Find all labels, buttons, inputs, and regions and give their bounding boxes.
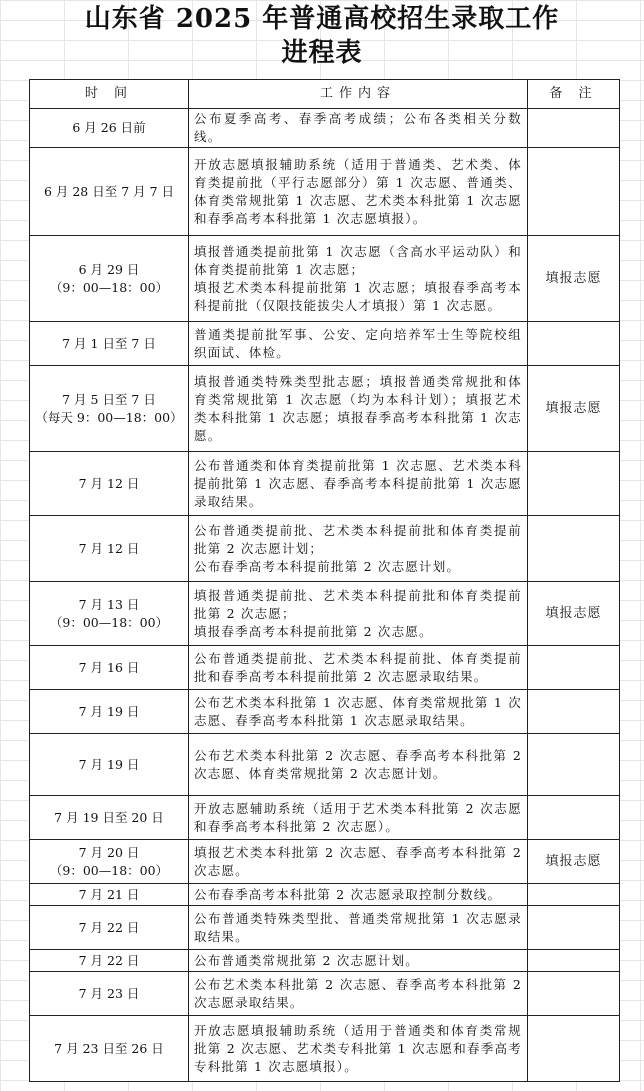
table-row <box>30 236 620 322</box>
content-cell: 公布普通类常规批第 2 次志愿计划。 <box>189 950 528 972</box>
page-title <box>0 2 644 70</box>
note-cell: 填报志愿 <box>528 840 620 884</box>
table-row <box>30 452 620 516</box>
date-cell: 7 月 22 日 <box>30 906 189 950</box>
table-row <box>30 972 620 1016</box>
date-cell: 6 月 29 日 （9：00—18：00） <box>30 236 189 322</box>
content-cell: 公布普通类和体育类提前批第 1 次志愿、艺术类本科提前批第 1 次志愿、春季高考本科提前批第 1 次志愿录取结果。 <box>189 452 528 516</box>
note-cell <box>528 906 620 950</box>
date-cell: 7 月 23 日 <box>30 972 189 1016</box>
date-cell: 7 月 19 日至 20 日 <box>30 796 189 840</box>
date-cell: 7 月 12 日 <box>30 516 189 582</box>
note-cell: 填报志愿 <box>528 366 620 452</box>
table-row <box>30 148 620 236</box>
note-cell <box>528 322 620 366</box>
table-row <box>30 109 620 148</box>
date-cell: 7 月 23 日至 26 日 <box>30 1016 189 1082</box>
content-cell: 公布艺术类本科批第 2 次志愿、春季高考本科批第 2 次志愿录取结果。 <box>189 972 528 1016</box>
date-cell: 7 月 13 日 （9：00—18：00） <box>30 582 189 646</box>
schedule-table <box>29 79 620 1082</box>
date-cell: 7 月 22 日 <box>30 950 189 972</box>
header-content: 工作内容 <box>189 80 528 109</box>
note-cell: 填报志愿 <box>528 236 620 322</box>
title-line-2: 进程表 <box>281 38 363 68</box>
date-cell: 7 月 21 日 <box>30 884 189 906</box>
content-cell: 填报普通类特殊类型批志愿；填报普通类常规批和体育类常规批第 1 次志愿（均为本科计划）；填报艺术类本科批第 1 次志愿；填报春季高考本科批第 1 次志愿。 <box>189 366 528 452</box>
content-cell: 公布艺术类本科批第 1 次志愿、体育类常规批第 1 次志愿、春季高考本科批第 1 次志愿录取结果。 <box>189 690 528 734</box>
table-row <box>30 1016 620 1082</box>
date-cell: 6 月 26 日前 <box>30 109 189 148</box>
note-cell <box>528 884 620 906</box>
table-row <box>30 322 620 366</box>
note-cell <box>528 646 620 690</box>
table-row <box>30 516 620 582</box>
table-row <box>30 646 620 690</box>
note-cell <box>528 452 620 516</box>
content-cell: 填报普通类提前批、艺术类本科提前批和体育类提前批第 2 次志愿； 填报春季高考本科提前批第 2 次志愿。 <box>189 582 528 646</box>
note-cell <box>528 734 620 796</box>
header-note: 备 注 <box>528 80 620 109</box>
note-cell <box>528 796 620 840</box>
note-cell <box>528 950 620 972</box>
table-row <box>30 950 620 972</box>
table-row <box>30 796 620 840</box>
content-cell: 开放志愿填报辅助系统（适用于普通类、艺术类、体育类提前批（平行志愿部分）第 1 次志愿、普通类、体育类常规批第 1 次志愿、艺术类本科批第 1 次志愿和春季高考本科批第 1 次志愿填报）。 <box>189 148 528 236</box>
content-cell: 公布普通类提前批、艺术类本科提前批和体育类提前批第 2 次志愿计划； 公布春季高考本科提前批第 2 次志愿计划。 <box>189 516 528 582</box>
content-cell: 普通类提前批军事、公安、定向培养军士生等院校组织面试、体检。 <box>189 322 528 366</box>
schedule-rows <box>30 109 620 1082</box>
table-row <box>30 734 620 796</box>
date-cell: 7 月 1 日至 7 日 <box>30 322 189 366</box>
content-cell: 公布夏季高考、春季高考成绩；公布各类相关分数线。 <box>189 109 528 148</box>
table-row <box>30 884 620 906</box>
note-cell: 填报志愿 <box>528 582 620 646</box>
note-cell <box>528 516 620 582</box>
table-row <box>30 366 620 452</box>
date-cell: 7 月 16 日 <box>30 646 189 690</box>
date-cell: 7 月 19 日 <box>30 690 189 734</box>
content-cell: 填报艺术类本科批第 2 次志愿、春季高考本科批第 2 次志愿。 <box>189 840 528 884</box>
date-cell: 7 月 20 日 （9：00—18：00） <box>30 840 189 884</box>
content-cell: 公布春季高考本科批第 2 次志愿录取控制分数线。 <box>189 884 528 906</box>
content-cell: 开放志愿填报辅助系统（适用于普通类和体育类常规批第 2 次志愿、艺术类专科批第 1 次志愿和春季高考专科批第 1 次志愿填报）。 <box>189 1016 528 1082</box>
note-cell <box>528 1016 620 1082</box>
content-cell: 公布普通类提前批、艺术类本科提前批、体育类提前批和春季高考本科提前批第 2 次志愿录取结果。 <box>189 646 528 690</box>
note-cell <box>528 690 620 734</box>
header-time: 时 间 <box>30 80 189 109</box>
table-row <box>30 690 620 734</box>
content-cell: 公布普通类特殊类型批、普通类常规批第 1 次志愿录取结果。 <box>189 906 528 950</box>
content-cell: 公布艺术类本科批第 2 次志愿、春季高考本科批第 2 次志愿、体育类常规批第 2 次志愿计划。 <box>189 734 528 796</box>
table-header-row <box>30 80 620 109</box>
note-cell <box>528 148 620 236</box>
table-row <box>30 582 620 646</box>
table-row <box>30 906 620 950</box>
date-cell: 7 月 5 日至 7 日 （每天 9：00—18：00） <box>30 366 189 452</box>
note-cell <box>528 109 620 148</box>
content-cell: 开放志愿辅助系统（适用于艺术类本科批第 2 次志愿和春季高考本科批第 2 次志愿）。 <box>189 796 528 840</box>
date-cell: 7 月 12 日 <box>30 452 189 516</box>
date-cell: 6 月 28 日至 7 月 7 日 <box>30 148 189 236</box>
table-row <box>30 840 620 884</box>
note-cell <box>528 972 620 1016</box>
content-cell: 填报普通类提前批第 1 次志愿（含高水平运动队）和体育类提前批第 1 次志愿； 填报艺术类本科提前批第 1 次志愿；填报春季高考本科提前批（仅限技能拔尖人才填报）第 1 次志愿。 <box>189 236 528 322</box>
date-cell: 7 月 19 日 <box>30 734 189 796</box>
title-line-1: 山东省 2025 年普通高校招生录取工作 <box>84 4 560 34</box>
